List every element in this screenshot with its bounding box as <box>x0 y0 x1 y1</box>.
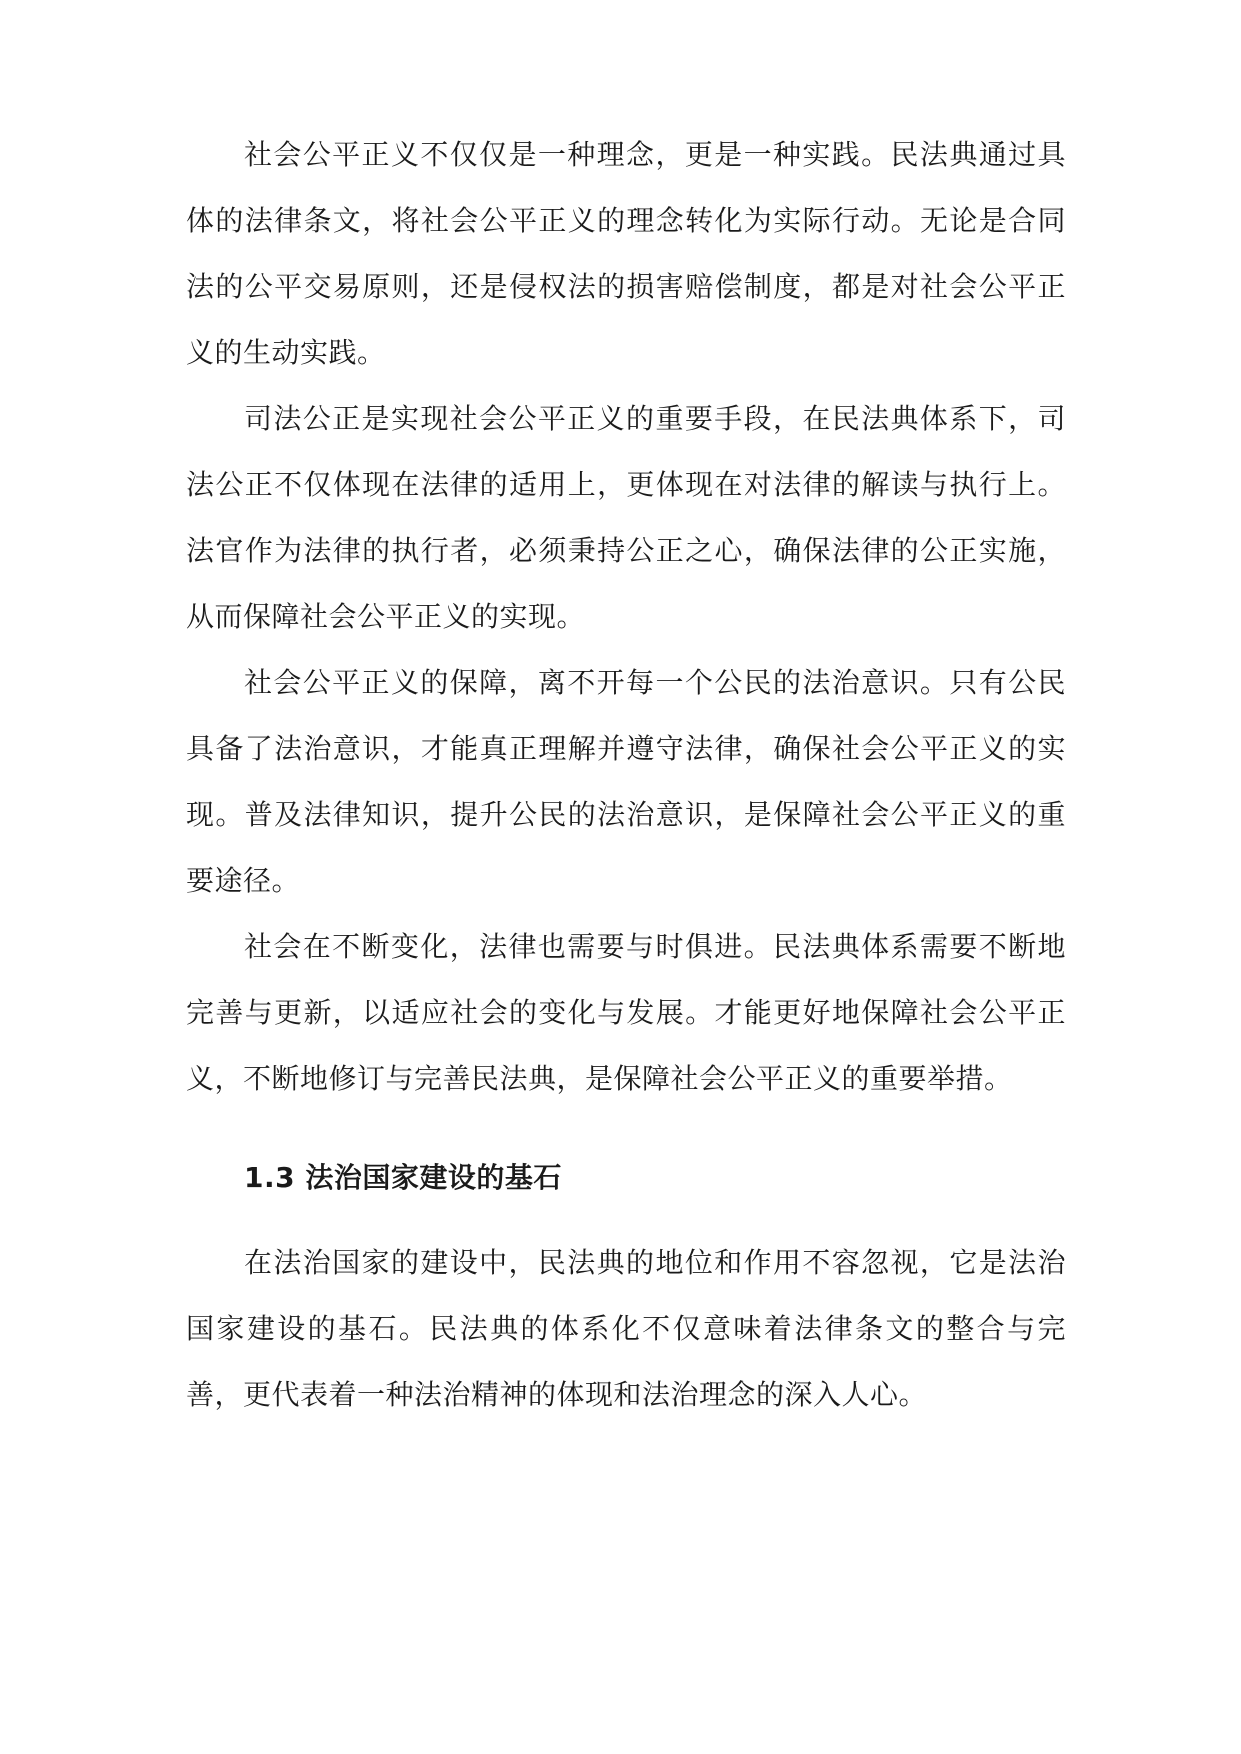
paragraph-judicial-fairness: 司法公正是实现社会公平正义的重要手段，在民法典体系下，司法公正不仅体现在法律的适用上，更体现在对法律的解读与执行上。法官作为法律的执行者，必须秉持公正之心，确保法律的公正实施，从而保障社会公平正义的实现。 <box>186 402 1066 633</box>
paragraph-rule-of-law-foundation: 在法治国家的建设中，民法典的地位和作用不容忽视，它是法治国家建设的基石。民法典的体系化不仅意味着法律条文的整合与完善，更代表着一种法治精神的体现和法治理念的深入人心。 <box>186 1246 1066 1411</box>
paragraph-social-justice-practice: 社会公平正义不仅仅是一种理念，更是一种实践。民法典通过具体的法律条文，将社会公平正义的理念转化为实际行动。无论是合同法的公平交易原则，还是侵权法的损害赔偿制度，都是对社会公平正义的生动实践。 <box>186 138 1066 369</box>
section-heading: 1.3 法治国家建设的基石 <box>244 1161 562 1194</box>
paragraph-law-evolution: 社会在不断变化，法律也需要与时俱进。民法典体系需要不断地完善与更新，以适应社会的变化与发展。才能更好地保障社会公平正义，不断地修订与完善民法典，是保障社会公平正义的重要举措。 <box>186 930 1066 1095</box>
paragraph-legal-awareness: 社会公平正义的保障，离不开每一个公民的法治意识。只有公民具备了法治意识，才能真正理解并遵守法律，确保社会公平正义的实现。普及法律知识，提升公民的法治意识，是保障社会公平正义的重要途径。 <box>186 666 1066 897</box>
